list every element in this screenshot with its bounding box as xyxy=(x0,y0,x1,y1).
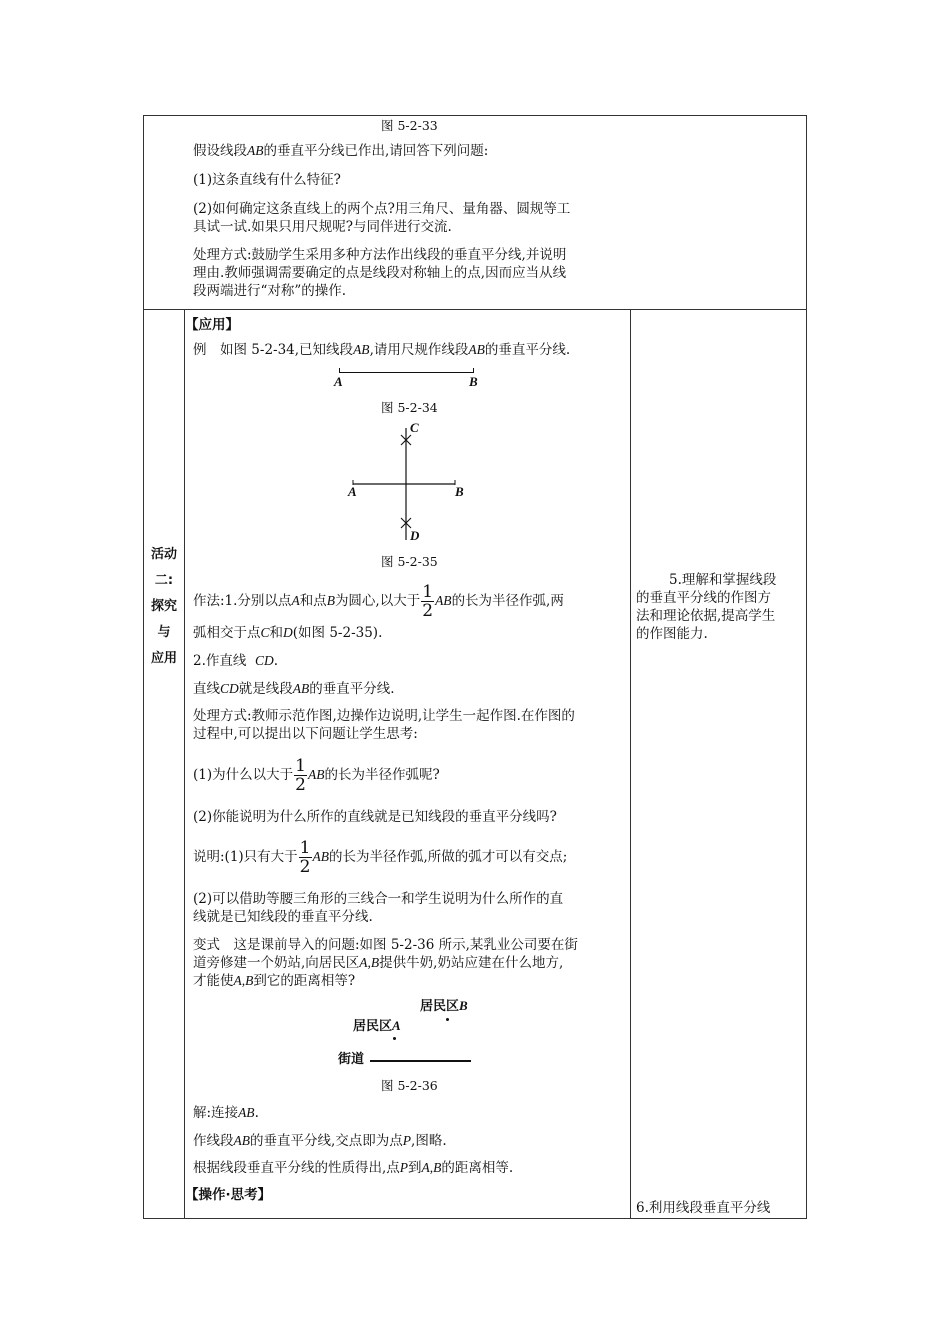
figure-caption-5-2-34: 图 5-2-34 xyxy=(381,400,438,415)
street-label: 街道 xyxy=(338,1052,365,1067)
variant-line2: 道旁修建一个奶站,向居民区A,B提供牛奶,奶站应建在什么地方, xyxy=(193,955,564,971)
row-divider xyxy=(143,309,807,310)
question-2-line1: (2)如何确定这条直线上的两个点?用三角尺、量角器、圆规等工 xyxy=(193,201,571,217)
solution-line3: 根据线段垂直平分线的性质得出,点P到A,B的距离相等. xyxy=(193,1160,514,1176)
point-a2-label: A xyxy=(348,484,357,499)
process2-line1: 处理方式:教师示范作图,边操作边说明,让学生一起作图.在作图的 xyxy=(193,708,575,724)
point-a-label: A xyxy=(334,374,343,389)
solution-line1: 解:连接AB. xyxy=(193,1105,259,1121)
fraction-one-half-2: $\frac{1}{2}$ xyxy=(295,756,306,795)
method-line1: 作法:1.分别以点A和点B为圆心,以大于 $\frac{1}{2}$ AB的长为半径作弧,两 xyxy=(193,582,564,621)
stage-label-1: 活动 xyxy=(150,547,177,562)
point-d-label: D xyxy=(410,528,420,543)
fraction-one-half: $\frac{1}{2}$ xyxy=(422,582,434,621)
segment-tick-a xyxy=(339,368,340,373)
figure-caption-5-2-35: 图 5-2-35 xyxy=(381,554,438,569)
objective-5-line1: 5.理解和掌握线段 xyxy=(669,572,777,588)
method-line2: 弧相交于点C和D(如图 5-2-35). xyxy=(193,625,383,641)
street-line xyxy=(370,1060,471,1062)
process2-line2: 过程中,可以提出以下问题让学生思考: xyxy=(193,726,418,742)
stage-label-5: 应用 xyxy=(150,651,177,666)
segment-tick-b xyxy=(473,368,474,373)
point-b-label: B xyxy=(469,374,478,389)
stage-label-4: 与 xyxy=(157,625,171,640)
table-bottom-border xyxy=(143,1218,807,1219)
perpendicular-bisector-figure xyxy=(340,418,470,546)
explain-2-line1: (2)可以借助等腰三角形的三线合一和学生说明为什么所作的直 xyxy=(193,891,564,907)
table-left-border xyxy=(143,115,144,1219)
explain-2-line2: 线就是已知线段的垂直平分线. xyxy=(193,909,373,925)
table-right-border xyxy=(806,115,807,1219)
objective-5-line3: 法和理论依据,提高学生 xyxy=(636,608,776,624)
step-2: 2.作直线 CD. xyxy=(193,653,279,669)
explain-1: 说明:(1)只有大于 $\frac{1}{2}$ AB的长为半径作弧,所做的弧才可以有交点; xyxy=(193,838,568,877)
figure-caption-5-2-36: 图 5-2-36 xyxy=(381,1078,438,1093)
segment-ab xyxy=(339,372,473,373)
point-b-dot xyxy=(446,1018,449,1021)
column-divider-right xyxy=(630,309,631,1219)
residential-area-b-label: 居民区B xyxy=(420,998,468,1014)
question-2-line2: 具试一试.如果只用尺规呢?与同伴进行交流. xyxy=(193,219,452,235)
column-divider-left xyxy=(184,309,185,1219)
figure-caption-5-2-33: 图 5-2-33 xyxy=(381,118,438,133)
heading-apply: 【应用】 xyxy=(185,317,239,333)
example-text: 例 如图 5-2-34,已知线段AB,请用尺规作线段AB的垂直平分线. xyxy=(193,342,571,358)
table-top-border xyxy=(143,115,807,116)
think-question-1: (1)为什么以大于 $\frac{1}{2}$ AB的长为半径作弧呢? xyxy=(193,756,440,795)
question-1: (1)这条直线有什么特征? xyxy=(193,172,341,188)
point-b2-label: B xyxy=(455,484,464,499)
variant-line3: 才能使A,B到它的距离相等? xyxy=(193,973,356,989)
fraction-one-half-3: $\frac{1}{2}$ xyxy=(299,838,311,877)
objective-5-line4: 的作图能力. xyxy=(636,626,708,642)
heading-operation-think: 【操作·思考】 xyxy=(185,1187,272,1203)
intro-text: 假设线段AB的垂直平分线已作出,请回答下列问题: xyxy=(193,143,489,159)
variant-line1: 变式 这是课前导入的问题:如图 5-2-36 所示,某乳业公司要在街 xyxy=(193,937,578,953)
objective-6: 6.利用线段垂直平分线 xyxy=(636,1200,771,1216)
process-line3: 段两端进行“对称”的操作. xyxy=(193,283,347,299)
process-line2: 理由.教师强调需要确定的点是线段对称轴上的点,因而应当从线 xyxy=(193,265,567,281)
think-question-2: (2)你能说明为什么所作的直线就是已知线段的垂直平分线吗? xyxy=(193,809,557,825)
point-a-dot xyxy=(393,1037,396,1040)
residential-area-a-label: 居民区A xyxy=(353,1018,401,1034)
conclusion: 直线CD就是线段AB的垂直平分线. xyxy=(193,681,395,697)
stage-label-2: 二: xyxy=(154,573,174,588)
solution-line2: 作线段AB的垂直平分线,交点即为点P,图略. xyxy=(193,1133,447,1149)
objective-5-line2: 的垂直平分线的作图方 xyxy=(636,590,771,606)
process-line1: 处理方式:鼓励学生采用多种方法作出线段的垂直平分线,并说明 xyxy=(193,247,567,263)
stage-label-3: 探究 xyxy=(150,599,177,614)
point-c-label: C xyxy=(410,420,419,435)
